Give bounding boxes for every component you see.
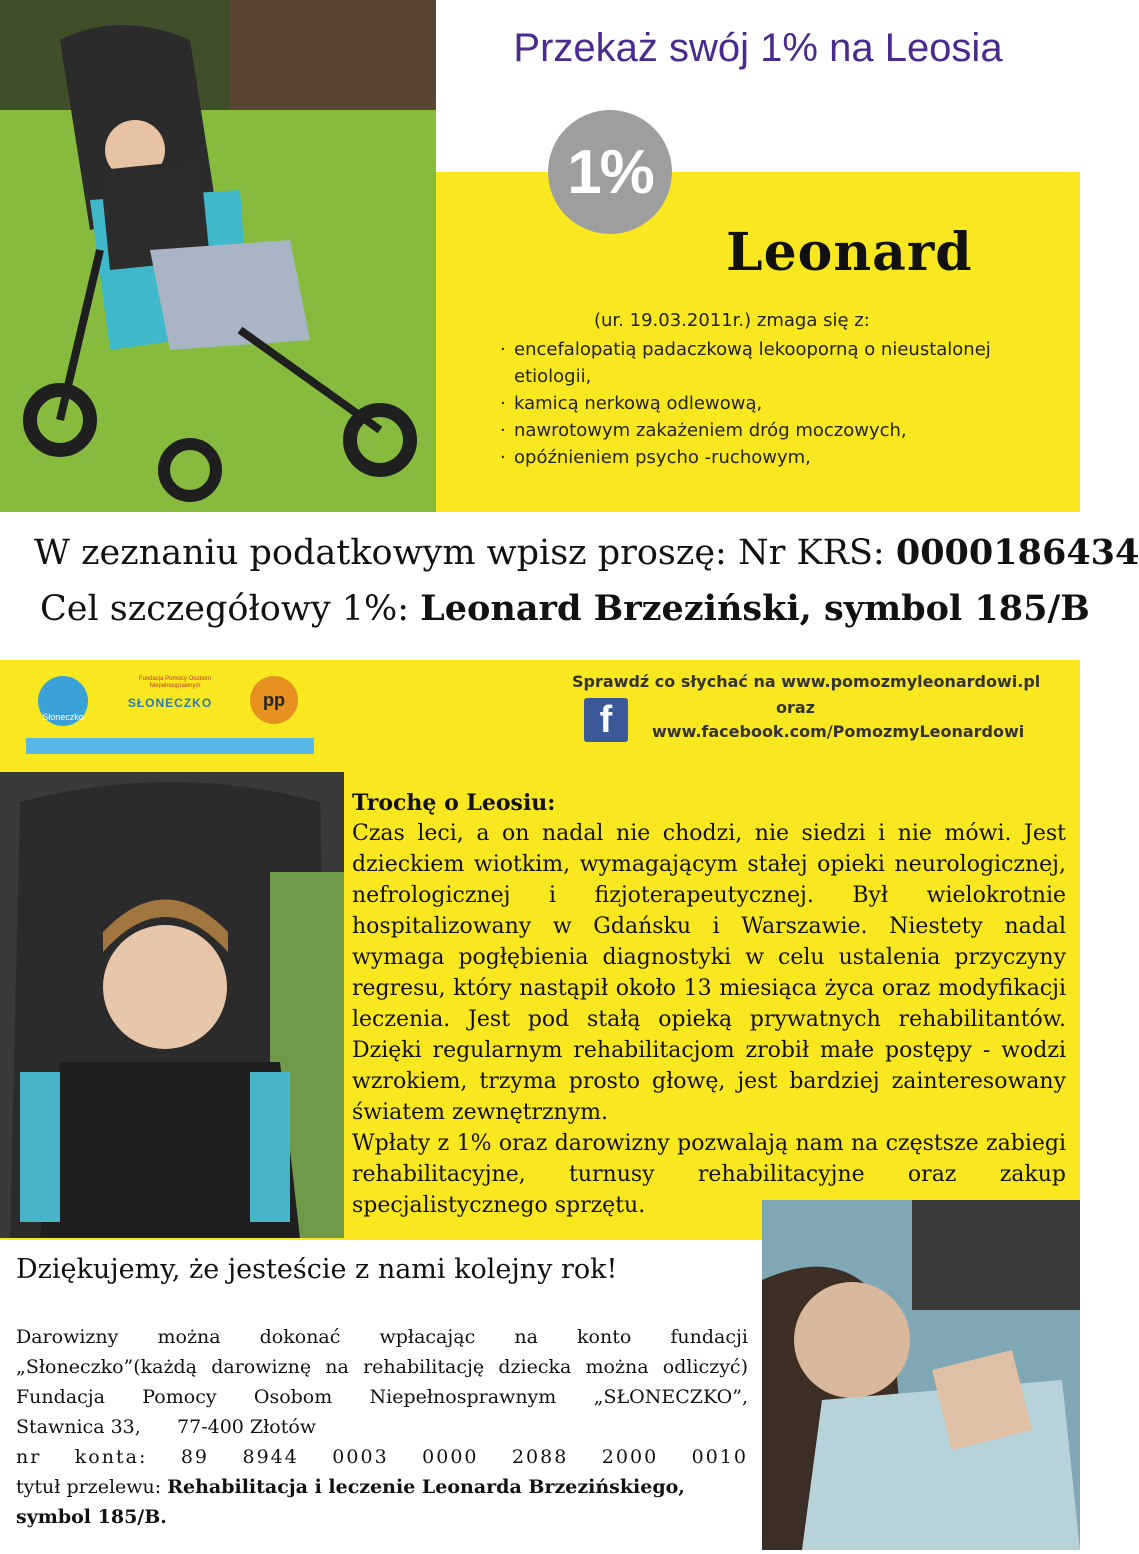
condition-item: · opóźnieniem psycho -ruchowym, (500, 444, 1060, 471)
facebook-link[interactable]: www.facebook.com/PomozmyLeonardowi (652, 722, 1025, 741)
sun-logo: Słoneczko (38, 676, 88, 726)
logo-divider (26, 738, 314, 754)
goal-instruction (40, 588, 1090, 629)
krs-number: 0000186434 (895, 532, 1139, 573)
donation-info (16, 1322, 748, 1532)
foundation-address: Stawnica 33, 77-400 Złotów (16, 1416, 317, 1438)
birth-date-text: (ur. 19.03.2011r.) zmaga się z: (594, 310, 870, 331)
facebook-icon[interactable]: f (584, 698, 628, 742)
website-link[interactable]: Sprawdź co słychać na www.pomozmyleonardowi.pl (572, 672, 1041, 691)
story-heading: Trochę o Leosiu: (352, 790, 556, 816)
transfer-label: tytuł przelewu: (16, 1476, 168, 1498)
goal-label: Cel szczegółowy 1%: (40, 589, 421, 629)
condition-item: · encefalopatią padaczkową lekooporną o nieustalonej etiologii, (500, 336, 1060, 390)
goal-value: Leonard Brzeziński, symbol 185/B (420, 588, 1090, 629)
thank-you-text: Dziękujemy, że jesteście z nami kolejny rok! (16, 1254, 618, 1285)
hospital-illustration (762, 1200, 1080, 1550)
condition-item: · kamicą nerkową odlewową, (500, 390, 1060, 417)
donation-line: Darowizny można dokonać wpłacając na konto fundacji (16, 1326, 748, 1348)
stroller-illustration (0, 0, 436, 512)
story-paragraph: Wpłaty z 1% oraz darowizny pozwalają nam na częstsze zabiegi rehabilitacyjne, turnusy rehabilitacyjne oraz zakup specjalistycznego sprzętu. (352, 1131, 1066, 1218)
page-title: Przekaż swój 1% na Leosia (513, 26, 1003, 70)
story-body (352, 818, 1066, 1221)
transfer-title (16, 1472, 748, 1532)
child-name: Leonard (726, 222, 973, 283)
donation-line: Fundacja Pomocy Osobom Niepełnosprawnym „SŁONECZKO”, (16, 1386, 748, 1408)
oraz-text: oraz (776, 698, 815, 717)
pp-logo: pp (250, 676, 298, 724)
percent-badge: 1% (548, 110, 672, 234)
donation-line: „Słoneczko”(każdą darowiznę na rehabilitację dziecka można odliczyć) (16, 1356, 748, 1378)
photo-boy-hospital (762, 1200, 1080, 1550)
condition-item: · nawrotowym zakażeniem dróg moczowych, (500, 417, 1060, 444)
foundation-subtitle: Fundacja Pomocy Osobom Niepełnosprawnym (138, 676, 212, 689)
transfer-value: Rehabilitacja i leczenie Leonarda Brzezińskiego, symbol 185/B. (16, 1476, 685, 1528)
story-paragraph: Czas leci, a on nadal nie chodzi, nie siedzi i nie mówi. Jest dzieckiem wiotkim, wymagającym stałej opieki neurologicznej, nefrologicznej i fizjoterapeutycznej. Był wielokrotnie hospitalizowany w Gdańsku i Warszawie. Niestety nadal wymaga pogłębienia diagnostyki w celu ustalenia przyczyny regresu, który nastąpił około 13 miesiąca życa oraz modyfikacji leczenia. Jest pod stałą opieką prywatnych rehabilitantów. Dzięki regularnym rehabilitacjom zrobił małe postępy - wodzi wzrokiem, trzyma prosto głowę, jest bardziej zainteresowany światem zewnętrznym. (352, 821, 1066, 1125)
foundation-logo: SŁONECZKO (127, 696, 213, 710)
photo-boy-portrait (0, 772, 344, 1238)
photo-boy-in-stroller-garden (0, 0, 436, 512)
krs-label: W zeznaniu podatkowym wpisz proszę: Nr KRS: (34, 533, 896, 573)
portrait-illustration (0, 772, 344, 1238)
account-number: nr konta: 89 8944 0003 0000 2088 2000 0010 (16, 1446, 748, 1468)
krs-instruction (34, 532, 1139, 573)
conditions-list (500, 336, 1060, 471)
